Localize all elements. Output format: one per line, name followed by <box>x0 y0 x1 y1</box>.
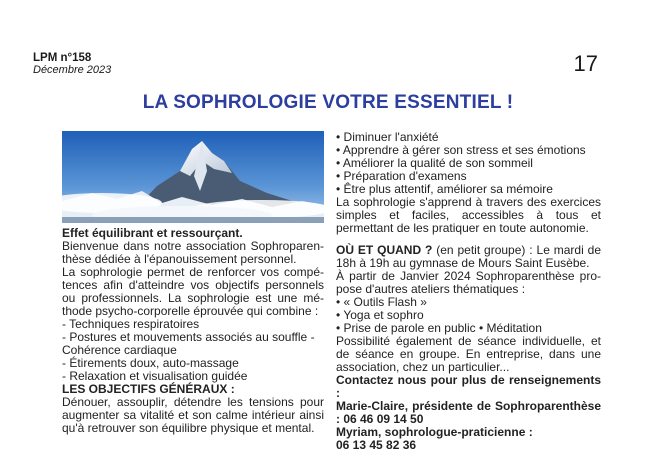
benefit-item: • Être plus attentif, améliorer sa mémoire <box>336 183 601 196</box>
contact-sophrologist: Myriam, sophrologue-praticienne : <box>336 425 533 439</box>
where-text: (en petit groupe) : Le mardi de 18h à 19h au gymnase de Mours Saint Eusèbe. <box>336 243 601 270</box>
contact-president: Marie-Claire, présidente de Sophroparenthèse : 06 46 09 14 50 <box>336 399 601 426</box>
technique-item: - Relaxation et visualisation guidée <box>62 369 248 383</box>
benefit-item: • Apprendre à gérer son stress et ses émotions <box>336 144 601 157</box>
page-header <box>33 52 111 76</box>
issue-number: LPM n°158 <box>33 52 92 64</box>
objectives-heading: LES OBJECTIFS GÉNÉRAUX : <box>62 382 235 396</box>
learn-paragraph: La sophrologie s'apprend à travers des exercices simples et faciles, accessibles à tous et permettant de les pratiquer en toute autonomie. <box>336 195 601 235</box>
mountain-photo <box>62 131 324 223</box>
schedule-paragraph <box>336 244 601 270</box>
objectives-paragraph: Dénouer, assouplir, détendre les tensions pour augmenter sa vitalité et son calme intérieur ainsi qu'à retrouver son équilibre physique et mental. <box>62 395 324 435</box>
where-heading: OÙ ET QUAND ? <box>336 243 433 257</box>
workshop-item: • « Outils Flash » <box>336 296 601 309</box>
mountain-image <box>62 131 324 223</box>
benefit-item: • Diminuer l'anxiété <box>336 131 601 144</box>
intro-paragraph: Bienvenue dans notre association Sophroparenthèse dédiée à l'épanouissement personnel. <box>62 239 324 266</box>
workshops-intro: À partir de Janvier 2024 Sophroparenthèse propose d'autres ateliers thématiques : <box>336 269 601 296</box>
description-paragraph: La sophrologie permet de renforcer vos compétences afin d'atteindre vos objectifs personnels ou professionnels. La sophrologie est une méthode psycho-corporelle éprouvée qui combine : <box>62 265 324 318</box>
subtitle: Effet équilibrant et ressourçant. <box>62 226 243 240</box>
left-column <box>62 131 324 435</box>
workshop-item: • Yoga et sophro <box>336 309 601 322</box>
issue-date: Décembre 2023 <box>33 64 112 76</box>
contact-heading: Contactez nous pour plus de renseignements : <box>336 373 601 400</box>
page-number: 17 <box>573 51 598 76</box>
technique-item: - Techniques respiratoires <box>62 317 200 331</box>
benefit-item: • Préparation d'examens <box>336 170 601 183</box>
right-column <box>336 131 601 452</box>
individual-paragraph: Possibilité également de séance individuelle, et de séance en groupe. En entreprise, dans une association, chez un particulier... <box>336 334 601 374</box>
benefit-item: • Améliorer la qualité de son sommeil <box>336 157 601 170</box>
workshop-item: • Prise de parole en public <box>336 321 476 335</box>
article-title: LA SOPHROLOGIE VOTRE ESSENTIEL ! <box>142 92 514 113</box>
contact-sophrologist-phone: 06 13 45 82 36 <box>336 438 417 452</box>
technique-item: - Étirements doux, auto-massage <box>62 356 239 370</box>
technique-item: - Postures et mouvements associés au souffle - Cohérence cardiaque <box>62 330 315 357</box>
workshop-item: • Méditation <box>479 321 542 335</box>
